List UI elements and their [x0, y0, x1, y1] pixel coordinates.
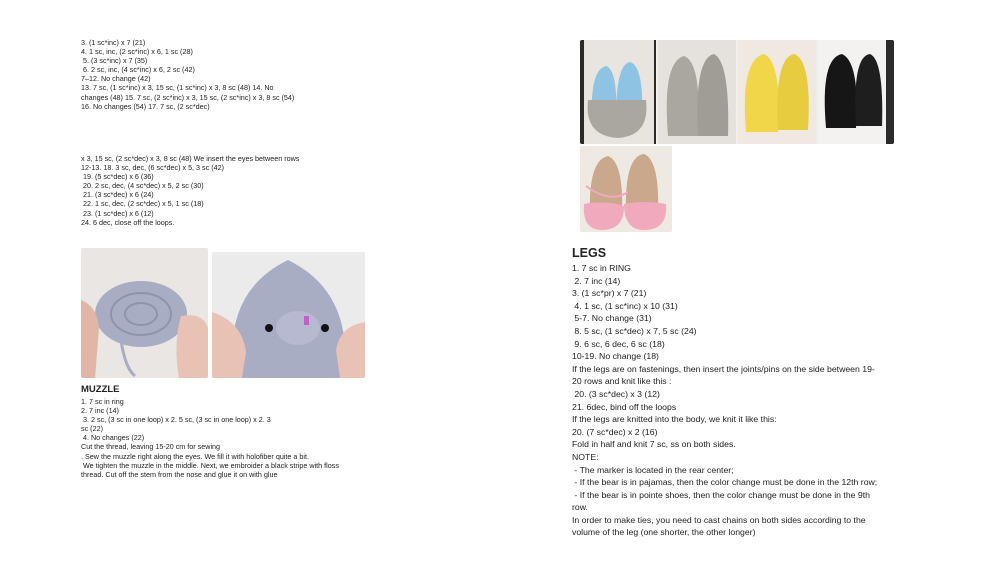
text-line: If the legs are knitted into the body, we knit it like this: — [572, 414, 777, 425]
text-line: x 3, 15 sc, (2 sc*dec) x 3, 8 sc (48) We insert the eyes between rows — [81, 154, 300, 163]
text-line: 21. (3 sc*dec) x 6 (24) — [81, 190, 154, 200]
text-line: 20. 2 sc, dec, (4 sc*dec) x 5, 2 sc (30) — [81, 181, 204, 191]
muzzle-heading: MUZZLE — [81, 384, 120, 395]
text-line: 1. 7 sc in ring — [81, 397, 124, 406]
text-line: row. — [572, 502, 588, 513]
text-line: 12-13. 18. 3 sc, dec, (6 sc*dec) x 5, 3 sc (42) — [81, 163, 225, 173]
text-line: . Sew the muzzle right along the eyes. We fill it with holofiber quite a bit. — [81, 451, 309, 461]
text-line: 4. 1 sc, inc, (2 sc*inc) x 6, 1 sc (28) — [81, 47, 193, 57]
right-page — [505, 0, 1005, 565]
text-line: We tighten the muzzle in the middle. Next, we embroider a black stripe with floss — [81, 460, 339, 470]
head-rows-block-1 — [81, 38, 294, 111]
text-line: 9. 6 sc, 6 dec, 6 sc (18) — [572, 338, 665, 349]
text-line: 22. 1 sc, dec, (2 sc*dec) x 5, 1 sc (18) — [81, 199, 204, 209]
text-line: 2. 7 inc (14) — [572, 275, 621, 286]
text-line: 4. No changes (22) — [81, 433, 145, 443]
legs-instructions — [572, 262, 877, 539]
text-line: 5. (3 sc*inc) x 7 (35) — [81, 56, 148, 66]
text-line: 20. (3 sc*dec) x 3 (12) — [572, 388, 660, 399]
text-line: - The marker is located in the rear center; — [572, 464, 734, 475]
text-line: If the legs are on fastenings, then insert the joints/pins on the side between 19- — [572, 363, 875, 374]
head-photo — [212, 252, 365, 378]
left-page — [0, 0, 500, 565]
pointe-legs-photo — [580, 146, 672, 232]
text-line: 24. 6 dec, close off the loops. — [81, 217, 175, 227]
text-line: Cut the thread, leaving 15-20 cm for sewing — [81, 442, 221, 452]
muzzle-photo — [81, 248, 208, 378]
text-line: 19. (5 sc*dec) x 6 (36) — [81, 172, 154, 182]
text-line: Fold in half and knit 7 sc, ss on both sides. — [572, 439, 736, 450]
muzzle-instructions — [81, 397, 339, 479]
text-line: 3. (1 sc*pr) x 7 (21) — [572, 288, 647, 299]
text-line: volume of the leg (one shorter, the other longer) — [572, 527, 756, 538]
text-line: thread. Cut off the stem from the nose and glue it on with glue — [81, 469, 278, 479]
text-line: 10-19. No change (18) — [572, 351, 659, 362]
head-rows-block-2 — [81, 154, 299, 227]
text-line: - If the bear is in pointe shoes, then the color change must be done in the 9th — [572, 489, 870, 500]
text-line: 23. (1 sc*dec) x 6 (12) — [81, 208, 154, 218]
text-line: 4. 1 sc, (1 sc*inc) x 10 (31) — [572, 300, 678, 311]
text-line: 20. (7 sc*dec) x 2 (16) — [572, 426, 658, 437]
text-line: 13. 7 sc, (1 sc*inc) x 3, 15 sc, (1 sc*inc) x 3, 8 sc (48) 14. No — [81, 83, 274, 93]
text-line: 7–12. No change (42) — [81, 74, 151, 84]
text-line: - If the bear is in pajamas, then the color change must be done in the 12th row; — [572, 477, 878, 488]
text-line: 2. 7 inc (14) — [81, 406, 119, 416]
text-line: 8. 5 sc, (1 sc*dec) x 7, 5 sc (24) — [572, 325, 697, 336]
text-line: 1. 7 sc in RING — [572, 263, 631, 273]
text-line: 5-7. No change (31) — [572, 313, 652, 324]
text-line: 3. 2 sc, (3 sc in one loop) x 2. 5 sc, (3 sc in one loop) x 2. 3 — [81, 415, 271, 425]
text-line: 20 rows and knit like this : — [572, 376, 672, 387]
legs-heading: LEGS — [572, 246, 607, 260]
text-line: NOTE: — [572, 451, 599, 462]
text-line: 16. No changes (54) 17. 7 sc, (2 sc*dec) — [81, 101, 210, 111]
text-line: In order to make ties, you need to cast chains on both sides according to the — [572, 514, 866, 525]
text-line: 6. 2 sc, inc, (4 sc*inc) x 6, 2 sc (42) — [81, 65, 195, 75]
text-line: changes (48) 15. 7 sc, (2 sc*inc) x 3, 15 sc, (2 sc*inc) x 3, 8 sc (54) — [81, 92, 295, 102]
legs-photo-strip — [580, 40, 894, 144]
text-line: 21. 6dec, bind off the loops — [572, 401, 677, 412]
text-line: 3. (1 sc*inc) x 7 (21) — [81, 38, 146, 47]
text-line: sc (22) — [81, 424, 103, 434]
